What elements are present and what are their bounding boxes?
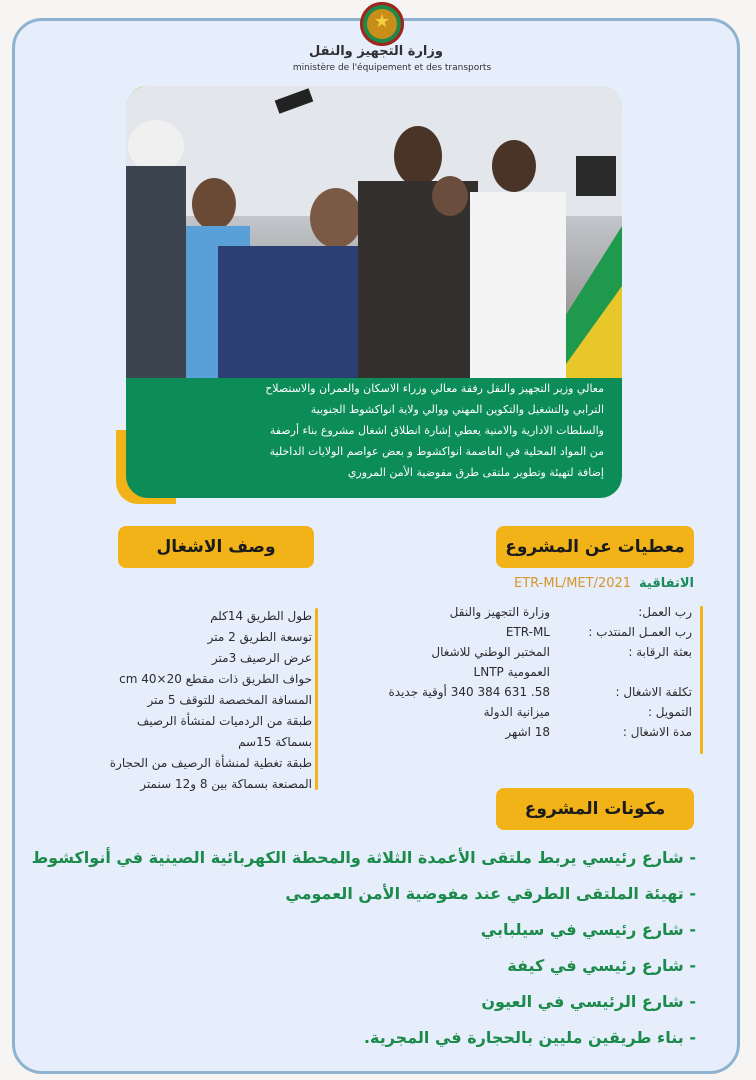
works-line: طبقة من الردميات لمنشأة الرصيف [136,714,312,728]
caption-line: إضافة لتهيئة وتطوير ملتقى طرق مفوضية الأمن المروري [347,466,604,479]
data-row [360,605,700,625]
event-photo [126,86,622,378]
component-item: - شارع رئيسي يربط ملتقى الأعمدة الثلاثة والمحطة الكهربائية الصينية في أنواكشوط [31,848,696,867]
event-photo-card [126,86,622,498]
agreement-value: ETR-ML/MET/2021 [514,576,632,591]
works-line: المصنعة بسماكة بين 8 و12 سنمتر [140,777,312,791]
works-line: حواف الطريق ذات مقطع 20×40 cm [119,672,312,686]
works-line: المسافة المخصصة للتوقف 5 متر [147,693,312,707]
ministry-name-french: ministère de l'équipement et des transports [292,63,492,73]
component-item: - تهيئة الملتقى الطرقي عند مفوضية الأمن العمومي [285,884,696,903]
ministry-emblem-logo [360,2,404,46]
data-row [360,705,700,725]
data-key: مدة الاشغال : [622,725,692,739]
caption-line: والسلطات الادارية والامنية يعطي إشارة انطلاق اشغال مشروع بناء أرصفة [269,424,604,437]
works-line: بسماكة 15سم [238,735,312,749]
project-data-heading: معطيات عن المشروع [496,526,694,568]
data-value: ETR-ML [505,625,550,639]
component-item: - شارع الرئيسي في العيون [481,992,696,1011]
project-data-table [360,605,700,745]
component-item: - بناء طريقين مليين بالحجارة في المجرية. [363,1028,696,1047]
data-key: بعثة الرقابة : [628,645,692,659]
data-row [360,665,700,685]
works-line: توسعة الطريق 2 متر [207,630,312,644]
caption-line: الترابي والتشغيل والتكوين المهني ووالي ولاية انواكشوط الجنوبية [310,403,604,416]
data-value: العمومية LNTP [473,665,550,679]
data-row [360,645,700,665]
data-key: رب العمل: [638,605,692,619]
photo-caption [144,378,604,483]
data-value: 18 اشهر [505,725,550,739]
caption-line: معالي وزير التجهيز والنقل رفقة معالي وزراء الاسكان والعمران والاستصلاح [265,382,604,395]
works-description-heading: وصف الاشغال [118,526,314,568]
project-data-rule [700,606,703,754]
works-line: طول الطريق 14كلم [210,609,312,623]
caption-line: من المواد المحلية في العاصمة انواكشوط و بعض عواصم الولايات الداخلية [269,445,604,458]
component-item: - شارع رئيسي في سيلبابي [480,920,696,939]
agreement-line [470,576,694,591]
data-key: تكلفة الاشغال : [615,685,692,699]
works-line: عرض الرصيف 3متر [211,651,312,665]
ministry-name-arabic: وزارة التجهيز والنقل [309,44,443,59]
data-row [360,685,700,705]
works-list [100,606,312,795]
data-value: وزارة التجهيز والنقل [449,605,550,619]
component-item: - شارع رئيسي في كيفة [507,956,696,975]
event-photo-illustration [126,86,622,378]
agreement-label: الاتفاقية [639,576,694,591]
works-rule [315,608,318,790]
data-row [360,625,700,645]
components-list [31,840,696,1056]
data-key: رب العمـل المنتدب : [588,625,692,639]
data-value: 58. 631 384 340 أوقية جديدة [388,685,550,699]
data-value: ميزانية الدولة [483,705,550,719]
data-value: المختبر الوطني للاشغال [431,645,550,659]
components-heading: مكونات المشروع [496,788,694,830]
works-line: طبقة تغطية لمنشأة الرصيف من الحجارة [109,756,312,770]
data-key: التمويل : [647,705,692,719]
data-row [360,725,700,745]
star-icon: ★ [373,11,391,32]
